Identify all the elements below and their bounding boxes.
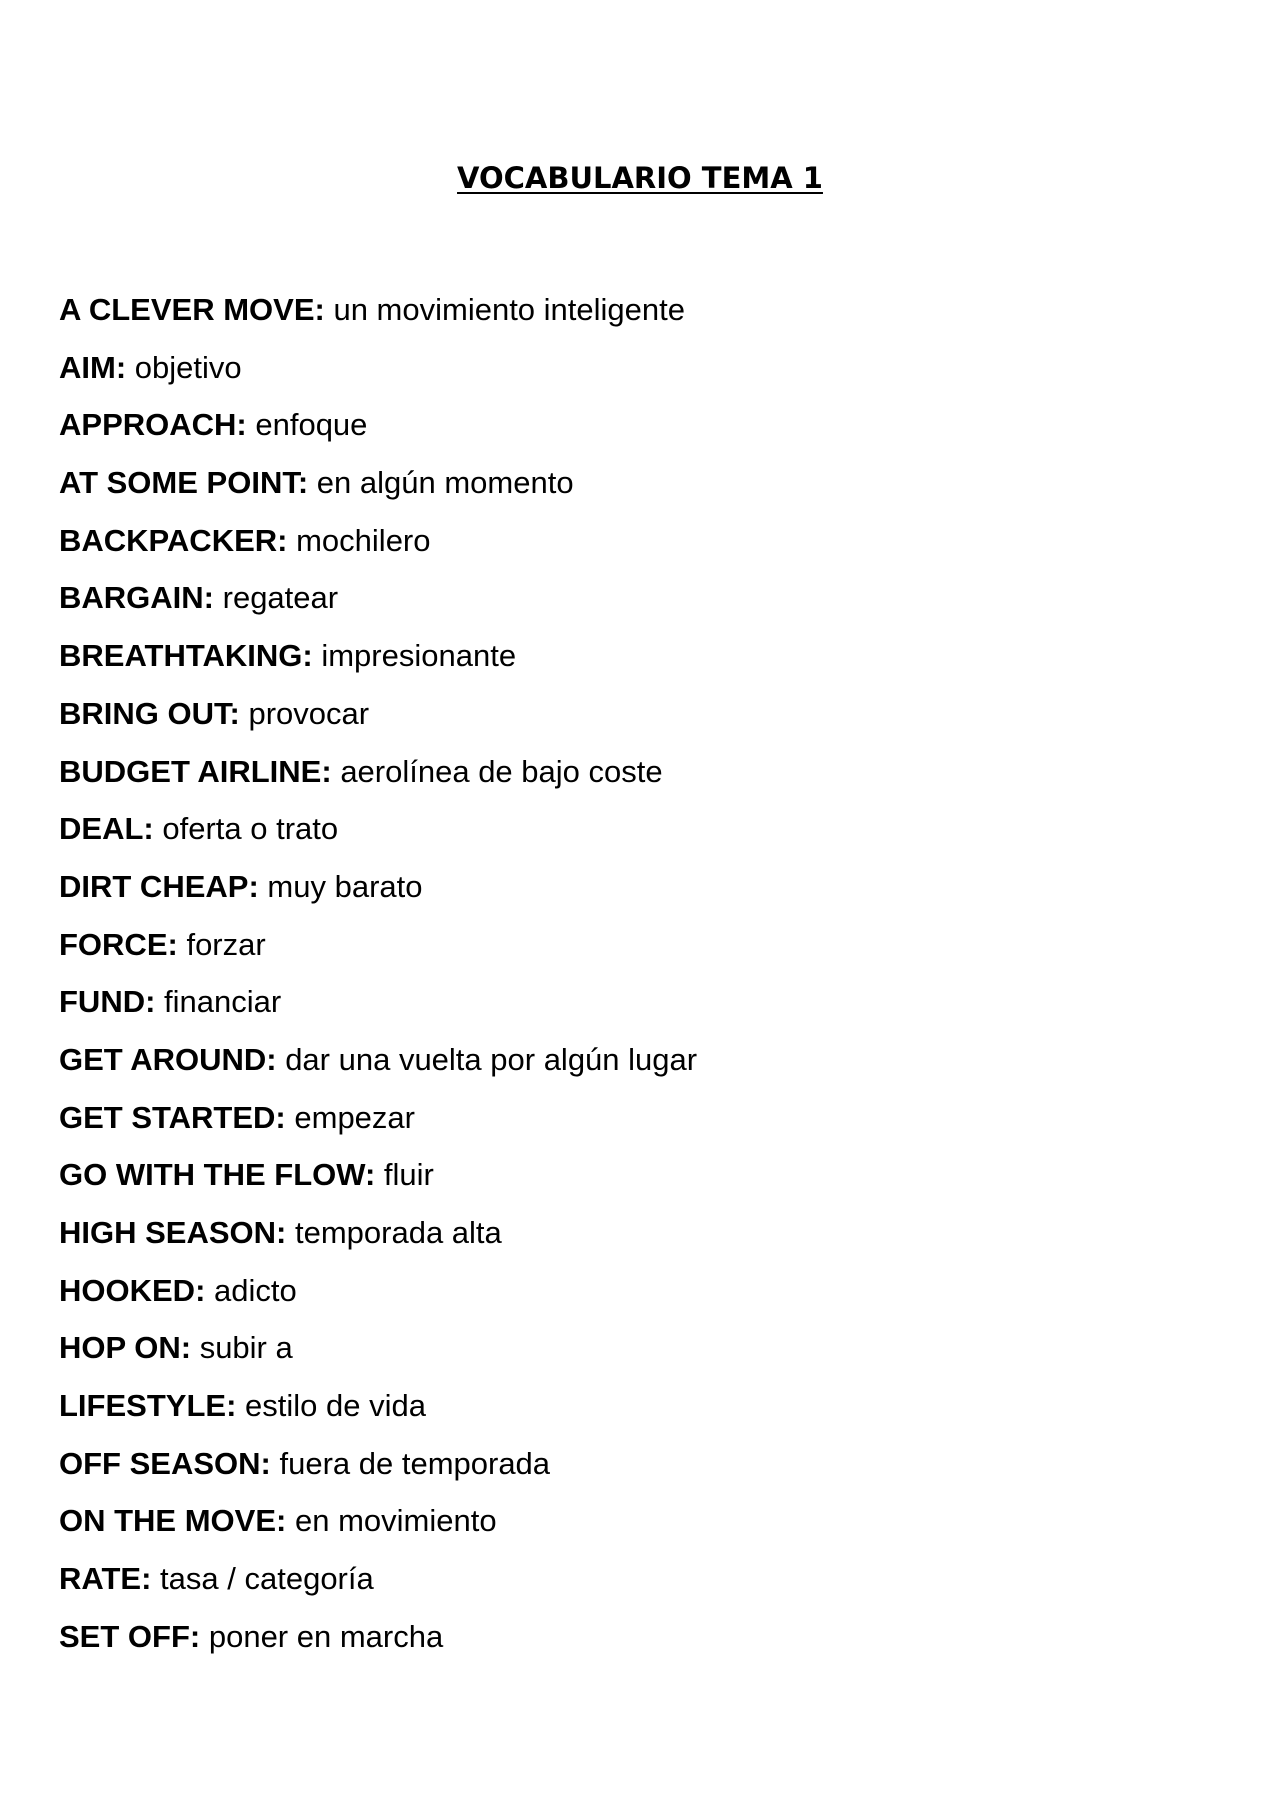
vocab-term: AIM: bbox=[59, 349, 127, 385]
vocab-translation: fuera de temporada bbox=[279, 1445, 551, 1481]
vocab-term: FORCE: bbox=[59, 926, 178, 962]
list-item bbox=[59, 1213, 1219, 1253]
list-item bbox=[59, 694, 1219, 734]
list-item bbox=[59, 521, 1219, 561]
vocab-translation: provocar bbox=[248, 695, 370, 731]
list-item bbox=[59, 809, 1219, 849]
vocab-translation: en movimiento bbox=[294, 1503, 497, 1539]
vocabulary-list bbox=[59, 290, 1219, 1675]
list-item bbox=[59, 752, 1219, 792]
list-item bbox=[59, 1386, 1219, 1426]
vocab-translation: poner en marcha bbox=[208, 1618, 444, 1654]
vocab-translation: subir a bbox=[199, 1330, 293, 1366]
list-item bbox=[59, 1040, 1219, 1080]
vocab-translation: objetivo bbox=[134, 349, 242, 385]
vocab-term: BACKPACKER: bbox=[59, 522, 288, 558]
list-item bbox=[59, 1328, 1219, 1368]
list-item bbox=[59, 348, 1219, 388]
vocab-translation: temporada alta bbox=[294, 1215, 502, 1250]
vocab-translation: mochilero bbox=[296, 522, 431, 558]
list-item bbox=[59, 636, 1219, 676]
vocab-term: OFF SEASON: bbox=[59, 1445, 271, 1481]
vocab-term: FUND: bbox=[59, 984, 156, 1020]
vocab-translation: fluir bbox=[383, 1157, 434, 1193]
vocab-term: AT SOME POINT: bbox=[59, 465, 309, 501]
vocab-translation: financiar bbox=[164, 984, 282, 1020]
vocab-term: GET AROUND: bbox=[59, 1041, 277, 1077]
vocab-term: BARGAIN: bbox=[59, 580, 214, 616]
list-item bbox=[59, 1501, 1219, 1541]
vocab-translation: adicto bbox=[214, 1272, 297, 1308]
vocab-translation: empezar bbox=[294, 1099, 415, 1135]
vocab-translation: dar una vuelta por algún lugar bbox=[285, 1041, 698, 1077]
vocab-term: BUDGET AIRLINE: bbox=[59, 753, 332, 789]
vocab-translation: estilo de vida bbox=[245, 1388, 426, 1424]
vocab-term: LIFESTYLE: bbox=[59, 1388, 237, 1424]
vocab-term: DEAL: bbox=[59, 811, 154, 847]
list-item bbox=[59, 925, 1219, 965]
vocab-term: SET OFF: bbox=[59, 1618, 201, 1654]
vocab-translation: enfoque bbox=[255, 407, 368, 443]
vocab-translation: aerolínea de bajo coste bbox=[340, 753, 663, 789]
list-item bbox=[59, 1617, 1219, 1657]
list-item bbox=[59, 1098, 1219, 1138]
list-item bbox=[59, 1559, 1219, 1599]
vocab-term: HIGH SEASON: bbox=[59, 1215, 287, 1250]
list-item bbox=[59, 290, 1219, 330]
vocab-translation: en algún momento bbox=[316, 465, 574, 501]
list-item bbox=[59, 1155, 1219, 1195]
vocab-translation: muy barato bbox=[267, 868, 423, 904]
vocab-term: HOOKED: bbox=[59, 1272, 206, 1308]
vocab-term: APPROACH: bbox=[59, 407, 247, 443]
vocab-term: GET STARTED: bbox=[59, 1099, 286, 1135]
page-title bbox=[0, 158, 1280, 198]
vocab-translation: regatear bbox=[222, 580, 339, 616]
list-item bbox=[59, 1444, 1219, 1484]
vocab-term: BREATHTAKING: bbox=[59, 638, 313, 674]
vocab-translation: tasa / categoría bbox=[160, 1561, 374, 1597]
vocab-term: DIRT CHEAP: bbox=[59, 868, 259, 904]
list-item bbox=[59, 405, 1219, 445]
vocab-translation: impresionante bbox=[321, 638, 517, 674]
vocab-term: GO WITH THE FLOW: bbox=[59, 1157, 376, 1193]
list-item bbox=[59, 867, 1219, 907]
vocab-term: ON THE MOVE: bbox=[59, 1503, 287, 1539]
list-item bbox=[59, 982, 1219, 1022]
vocab-translation: forzar bbox=[186, 926, 266, 962]
vocab-term: A CLEVER MOVE: bbox=[59, 292, 325, 327]
vocab-term: BRING OUT: bbox=[59, 695, 240, 731]
list-item bbox=[59, 463, 1219, 503]
list-item bbox=[59, 578, 1219, 618]
vocab-translation: un movimiento inteligente bbox=[333, 292, 685, 327]
vocab-term: RATE: bbox=[59, 1561, 152, 1597]
list-item bbox=[59, 1271, 1219, 1311]
vocab-term: HOP ON: bbox=[59, 1330, 192, 1366]
vocab-translation: oferta o trato bbox=[162, 811, 339, 847]
page-title-text: VOCABULARIO TEMA 1 bbox=[457, 161, 823, 195]
